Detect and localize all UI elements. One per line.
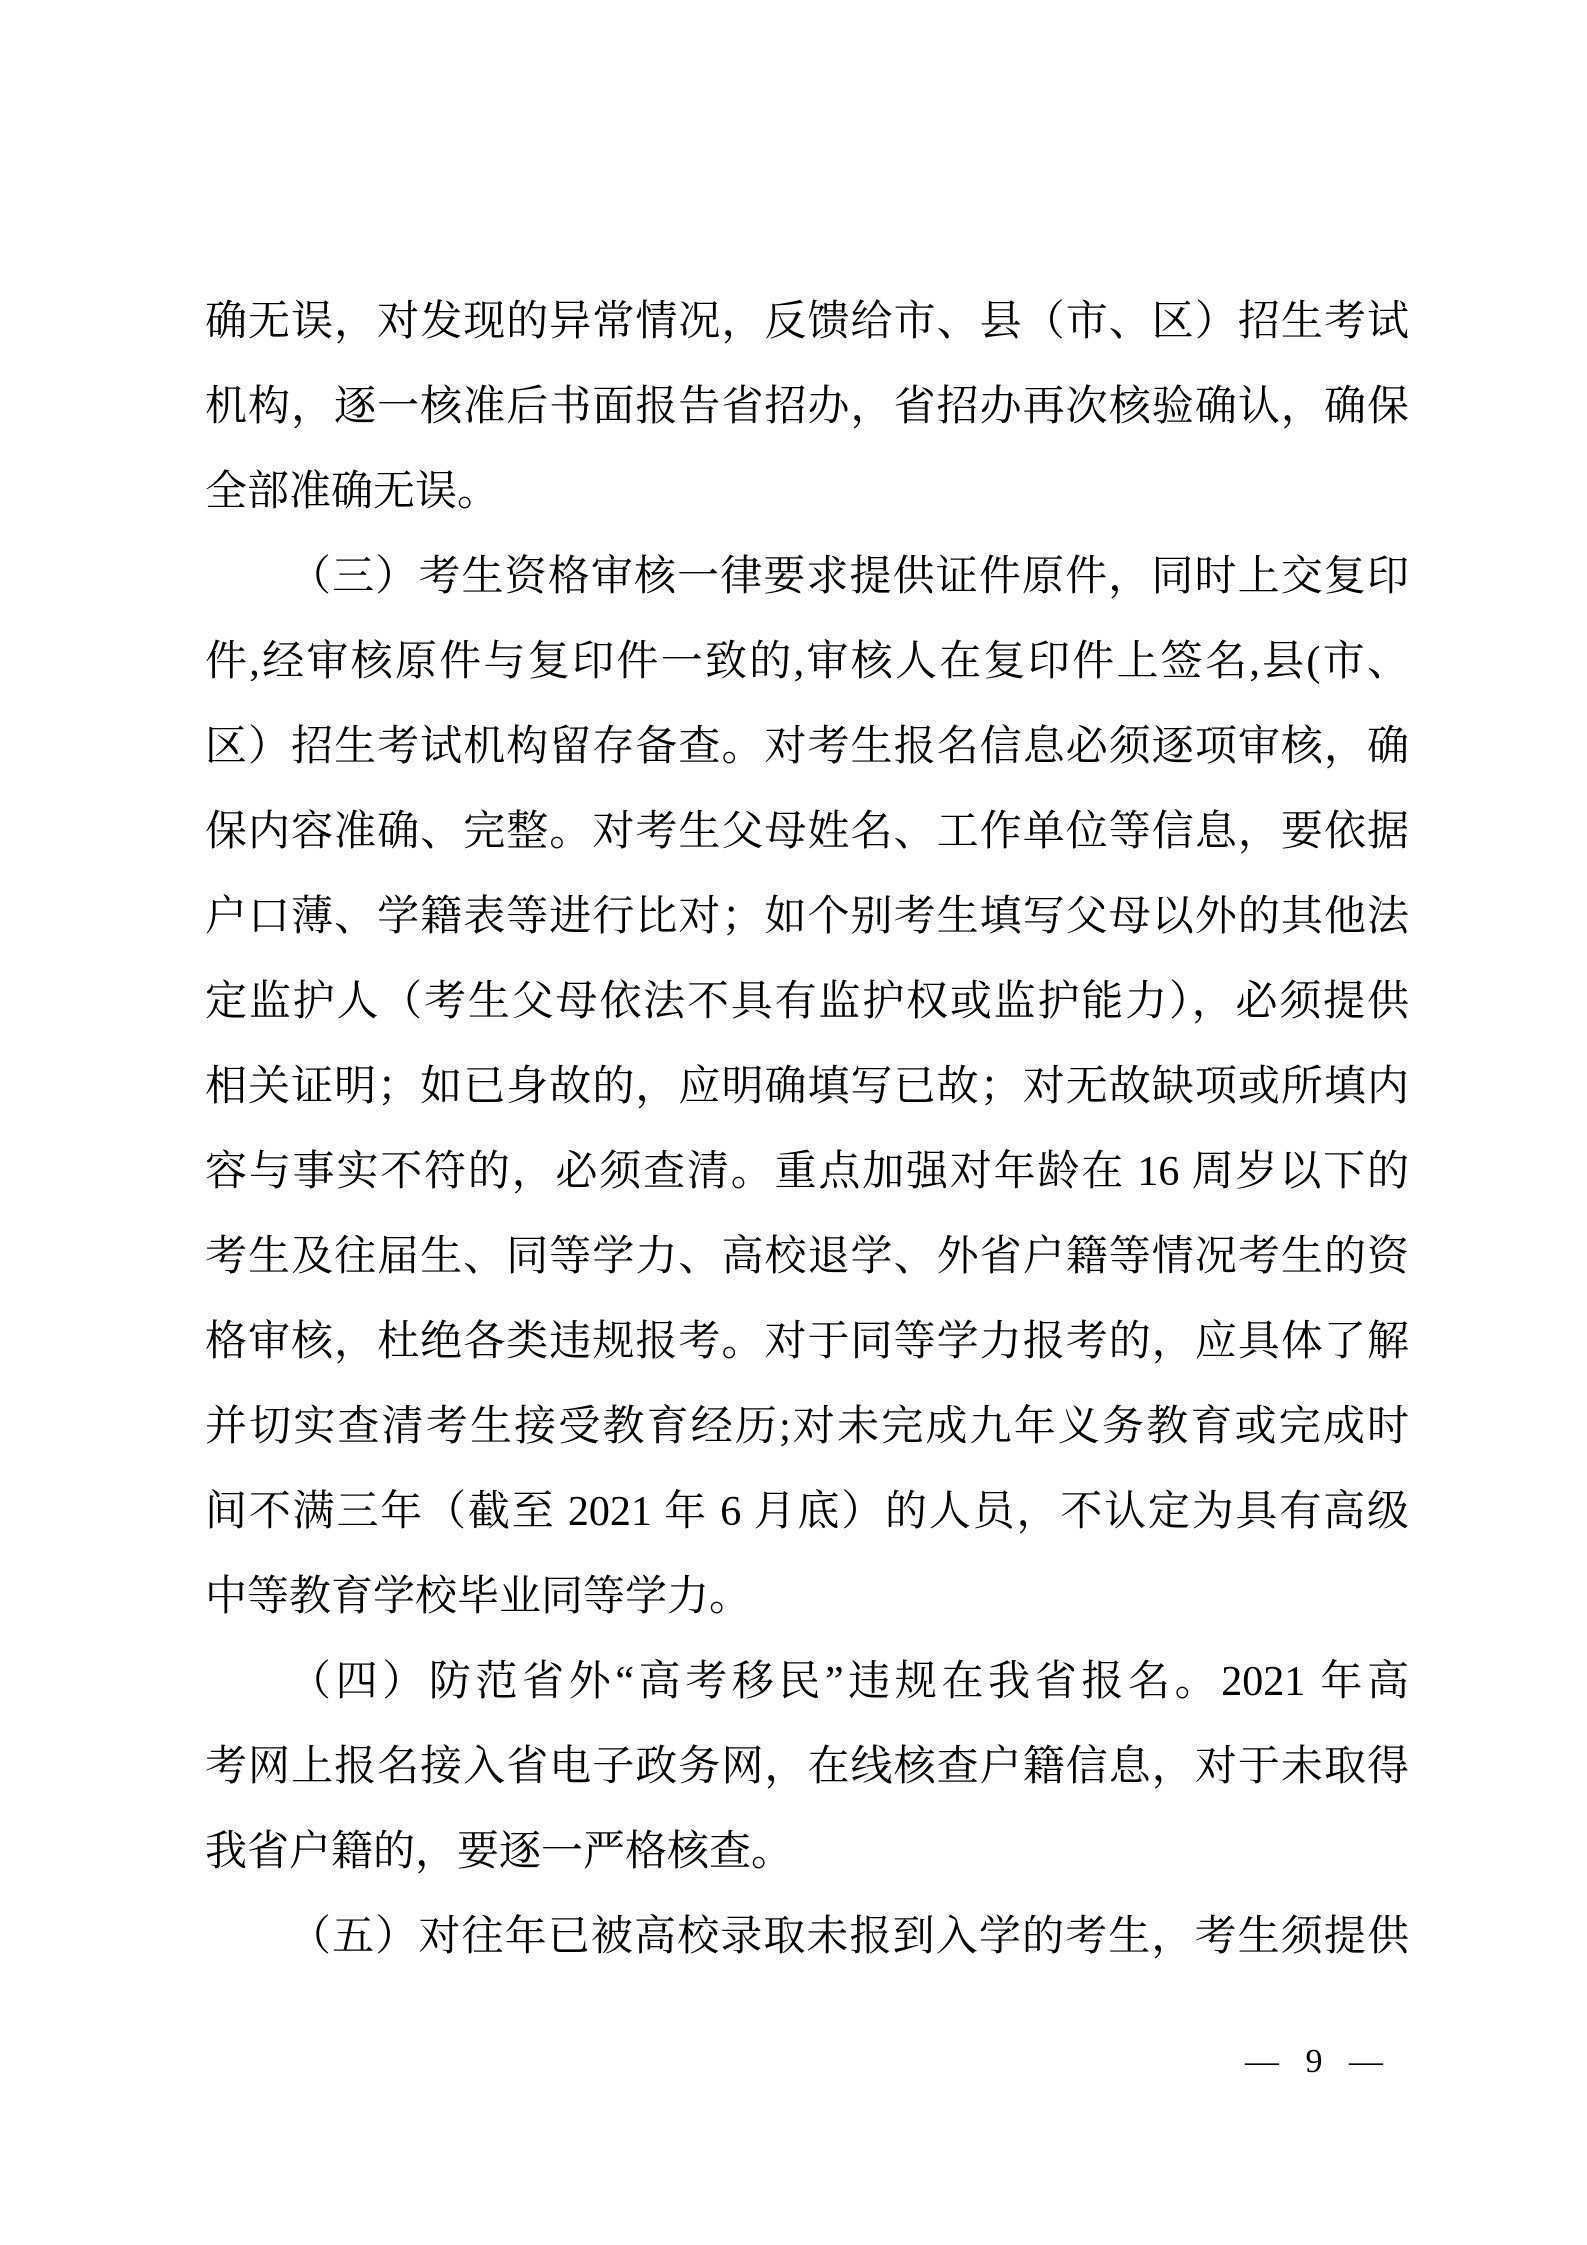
text-line: 件,经审核原件与复印件一致的,审核人在复印件上签名,县(市、 (205, 639, 1409, 685)
text-line: 间不满三年（截至 2021 年 6 月底）的人员，不认定为具有高级 (205, 1489, 1409, 1535)
text-line: 考网上报名接入省电子政务网，在线核查户籍信息，对于未取得 (205, 1744, 1409, 1790)
text-line: 户口薄、学籍表等进行比对；如个别考生填写父母以外的其他法 (205, 894, 1409, 940)
text-line: 相关证明；如已身故的，应明确填写已故；对无故缺项或所填内 (205, 1064, 1409, 1110)
text-line: 区）招生考试机构留存备查。对考生报名信息必须逐项审核，确 (205, 724, 1409, 770)
text-line: 定监护人（考生父母依法不具有监护权或监护能力），必须提供 (205, 979, 1409, 1025)
text-line: 并切实查清考生接受教育经历;对未完成九年义务教育或完成时 (205, 1404, 1409, 1450)
text-line: （三）考生资格审核一律要求提供证件原件，同时上交复印 (289, 554, 1409, 600)
document-body (205, 280, 1409, 1980)
text-line: 我省户籍的，要逐一严格核查。 (205, 1829, 794, 1875)
text-line: 确无误，对发现的异常情况，反馈给市、县（市、区）招生考试 (205, 299, 1409, 345)
text-line: 考生及往届生、同等学力、高校退学、外省户籍等情况考生的资 (205, 1234, 1409, 1280)
text-line: 保内容准确、完整。对考生父母姓名、工作单位等信息，要依据 (205, 809, 1409, 855)
text-line: （四）防范省外“高考移民”违规在我省报名。2021 年高 (289, 1659, 1409, 1705)
text-line: 格审核，杜绝各类违规报考。对于同等学力报考的，应具体了解 (205, 1319, 1409, 1365)
page-number: — 9 — (1245, 2043, 1387, 2080)
text-line: （五）对往年已被高校录取未报到入学的考生，考生须提供 (289, 1914, 1409, 1960)
text-line: 中等教育学校毕业同等学力。 (205, 1574, 752, 1620)
text-line: 容与事实不符的，必须查清。重点加强对年龄在 16 周岁以下的 (205, 1149, 1409, 1195)
text-line: 机构，逐一核准后书面报告省招办，省招办再次核验确认，确保 (205, 384, 1409, 430)
text-line: 全部准确无误。 (205, 469, 500, 515)
